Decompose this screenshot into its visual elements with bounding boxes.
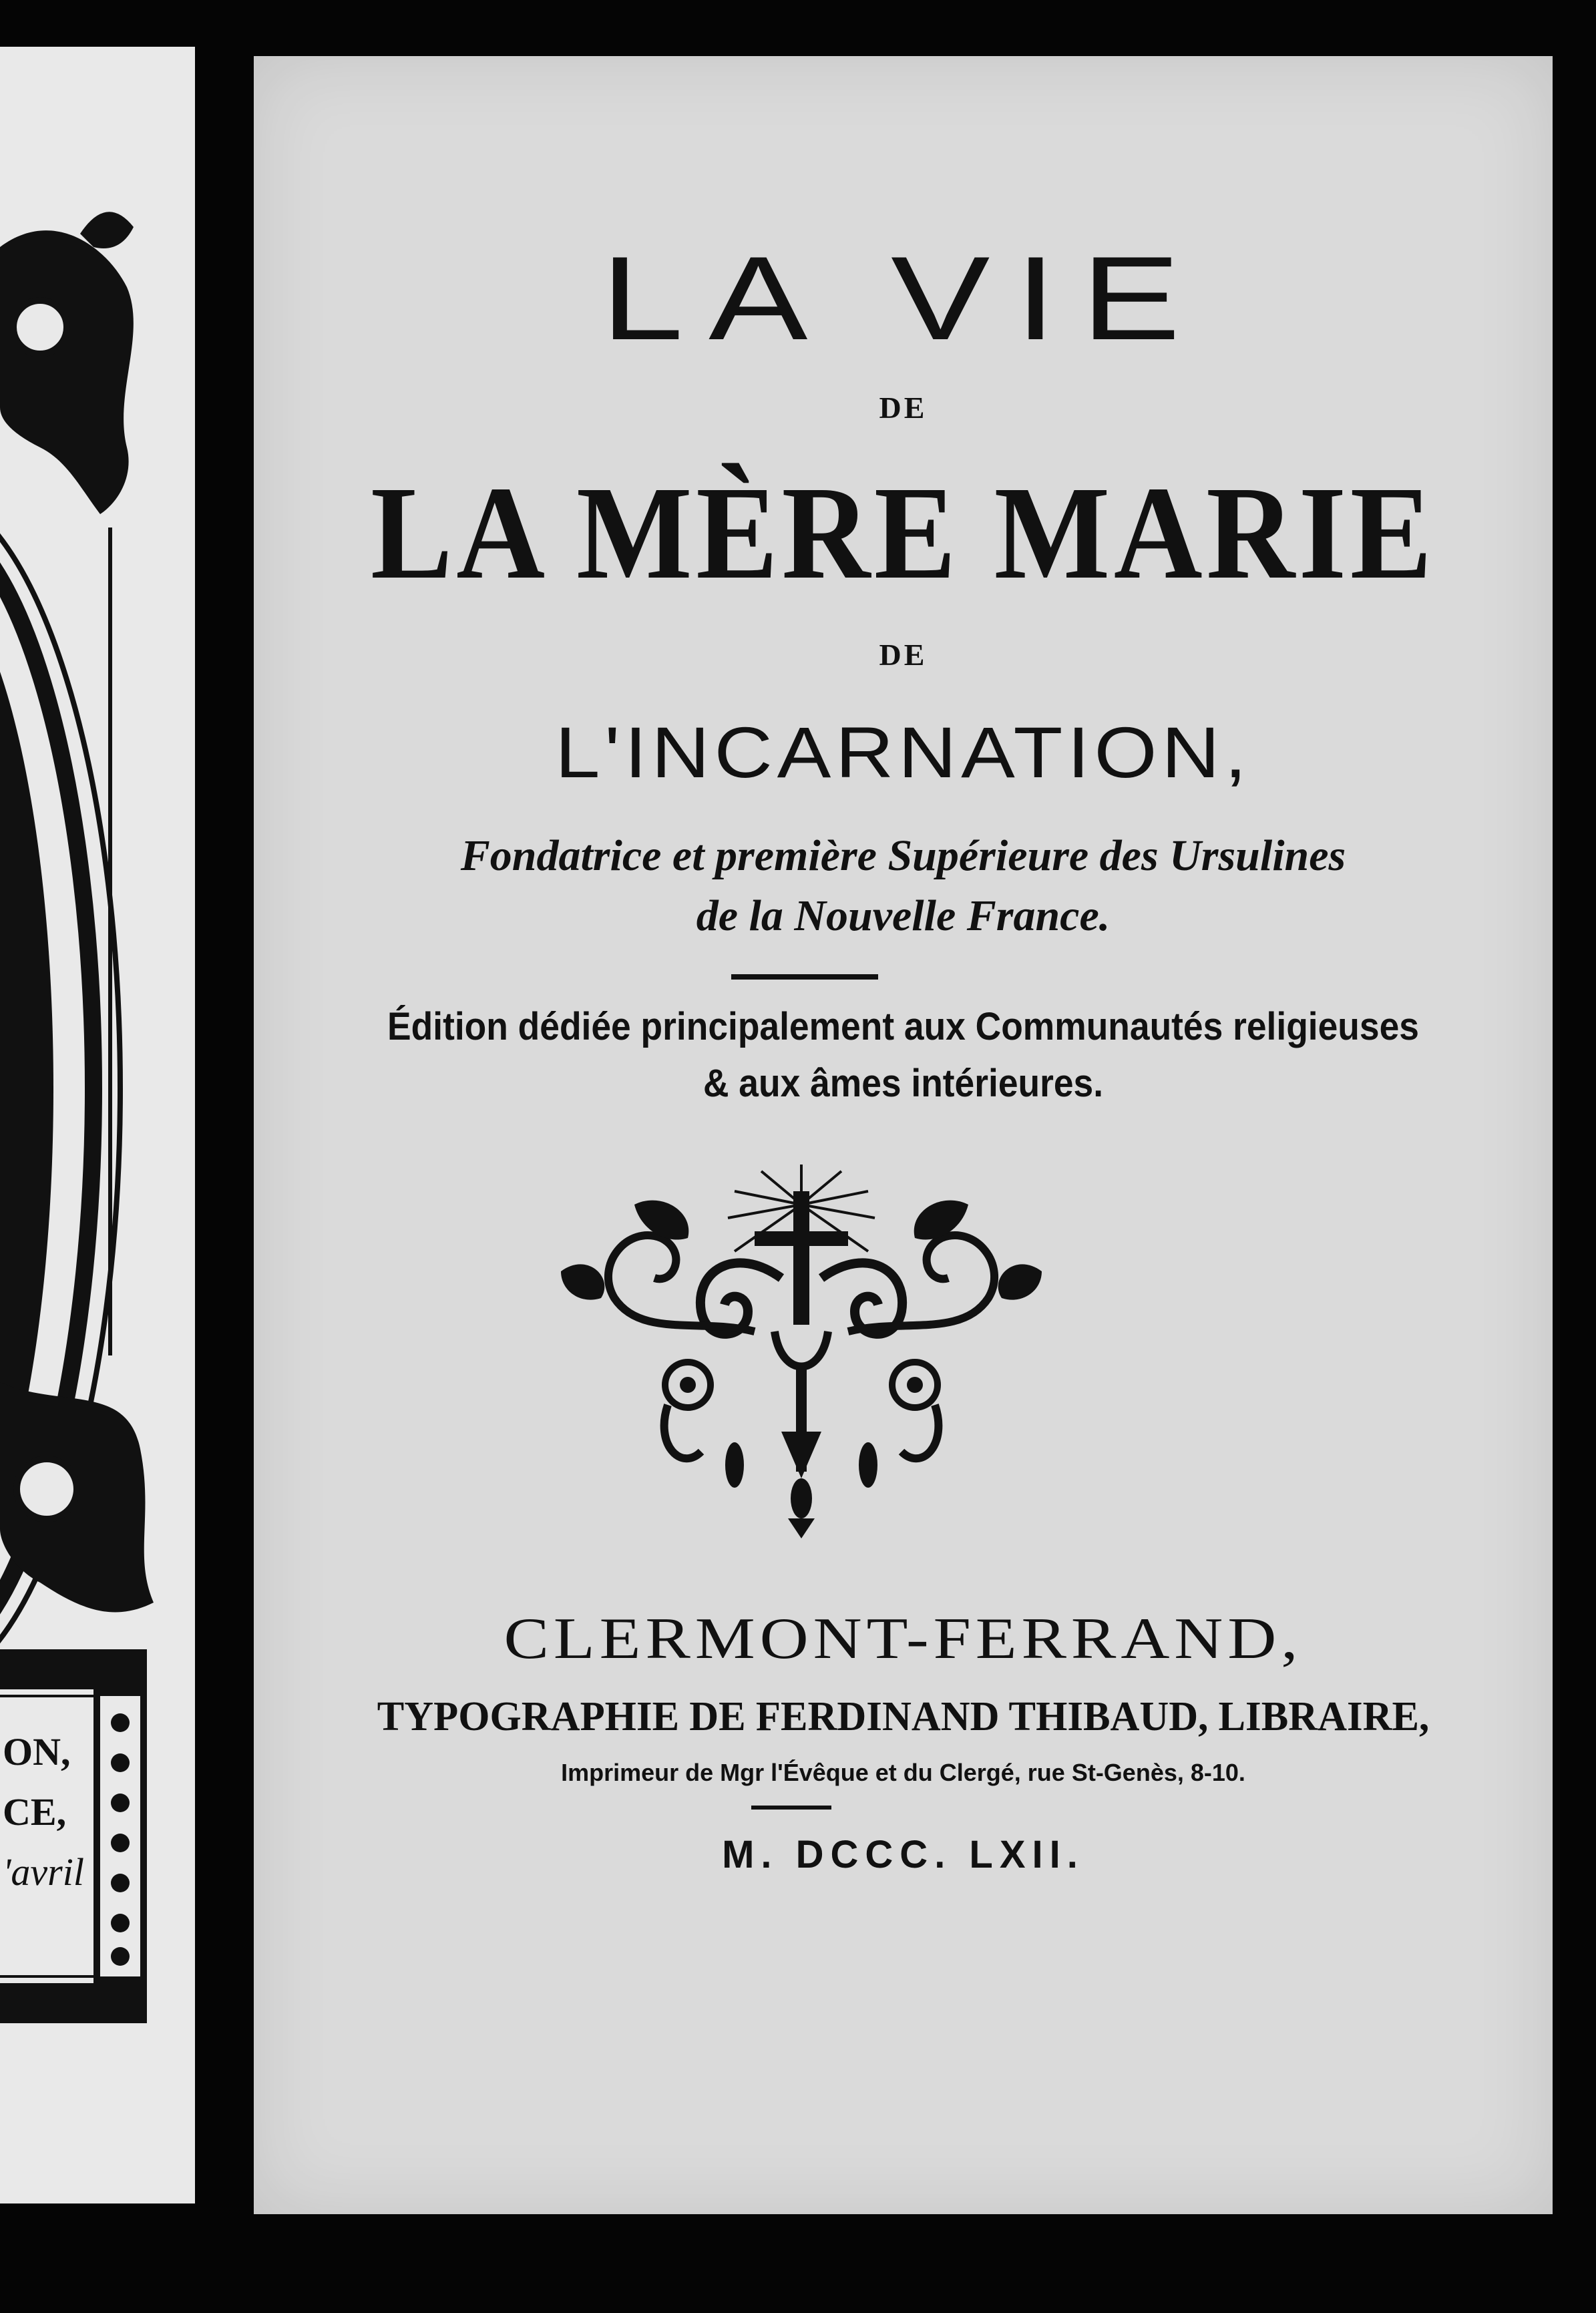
title-line-incarnation: L'INCARNATION, xyxy=(555,712,1251,793)
subtitle-line: Fondatrice et première Supérieure des Ursulines xyxy=(460,831,1346,880)
subtitle-line: de la Nouvelle France. xyxy=(696,891,1111,940)
left-page-fragment-line: CE, xyxy=(3,1790,67,1834)
divider-rule xyxy=(731,974,878,980)
publication-date: M. DCCC. LXII. xyxy=(722,1833,1084,1876)
city-line: CLERMONT-FERRAND, xyxy=(504,1607,1303,1671)
left-page-fragment-line: 'avril xyxy=(3,1850,84,1894)
imprint-line: Imprimeur de Mgr l'Évêque et du Clergé, rue St-Genès, 8-10. xyxy=(561,1759,1245,1786)
vignette-ornament-icon xyxy=(534,1165,1068,1538)
divider-rule xyxy=(751,1806,831,1810)
printer-line: TYPOGRAPHIE DE FERDINAND THIBAUD, LIBRAIRE, xyxy=(377,1694,1430,1739)
title-line-mere-marie: LA MÈRE MARIE xyxy=(371,459,1436,607)
title-line-la-vie: LA VIE xyxy=(600,232,1206,365)
connector-de: DE xyxy=(879,391,928,425)
connector-de: DE xyxy=(879,638,928,672)
edition-note-line: & aux âmes intérieures. xyxy=(703,1062,1104,1105)
left-facing-page xyxy=(0,47,195,2203)
left-page-fragment-line: ON, xyxy=(3,1730,71,1773)
title-page xyxy=(254,56,1553,2214)
edition-note-line: Édition dédiée principalement aux Communautés religieuses xyxy=(387,1005,1419,1048)
